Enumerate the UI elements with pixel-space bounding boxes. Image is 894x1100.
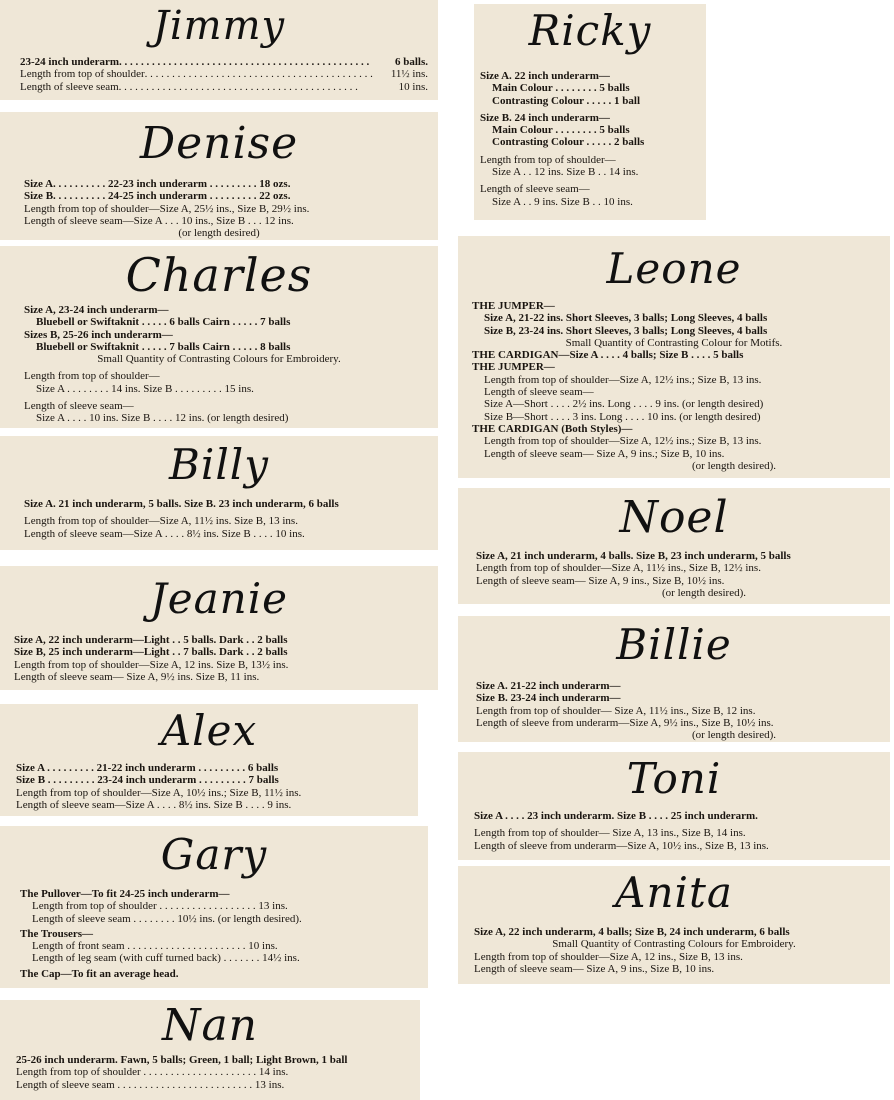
shoulder-line: Length from top of shoulder—Size A, 11½ ins. Size B, 13 ins. — [24, 515, 298, 528]
sizes-line: Size A, 21 inch underarm, 4 balls. Size B, 23 inch underarm, 5 balls — [476, 550, 791, 562]
note-line: (or length desired). — [662, 586, 746, 599]
jumper-heading: THE JUMPER— — [472, 300, 555, 312]
shoulder-line: Length from top of shoulder—Size A, 10½ ins.; Size B, 11½ ins. — [16, 786, 302, 799]
pattern-card-billy — [0, 436, 438, 550]
shoulder-line: Length from top of shoulder . . . . . . . . . . . . . . . . . . . . . 14 ins. — [16, 1066, 289, 1079]
trousers-line: The Trousers— — [20, 927, 94, 940]
size-b-line: Sizes B, 25-26 inch underarm— — [24, 328, 173, 341]
sleeve-line: Length of sleeve seam—Size A . . . . 8½ ins. Size B . . . . 10 ins. — [24, 527, 305, 540]
sleeve-label: Length of sleeve seam — [20, 80, 119, 93]
size-line — [20, 56, 428, 68]
pullover-shoulder-line: Length from top of shoulder . . . . . . . . . . . . . . . . . . 13 ins. — [32, 900, 288, 913]
dot-leader: . . . . . . . . . . . . . . . . . . . . . . . . . . . . . . . . . . . . . . . . . . . . — [118, 80, 358, 93]
pattern-card-alex — [0, 704, 418, 816]
shoulder-line: Length from top of shoulder— Size A, 11½ ins., Size B, 12 ins. — [476, 704, 756, 717]
cap-line: The Cap—To fit an average head. — [20, 967, 179, 980]
card-title: Alex — [160, 706, 258, 755]
sleeve-values: Size A . . . . 10 ins. Size B . . . . 12 ins. (or length desired) — [36, 412, 289, 425]
size-a-line: Size A. 21-22 inch underarm— — [476, 680, 621, 692]
size-b-line: Size B. 23-24 inch underarm— — [476, 692, 621, 705]
shoulder-line: Length from top of shoulder—Size A, 12 ins., Size B, 13 ins. — [474, 950, 743, 963]
shoulder-line: Length from top of shoulder—Size A, 11½ ins., Size B, 12½ ins. — [476, 562, 761, 575]
sleeve-line: Length of sleeve seam— Size A, 9½ ins. Size B, 11 ins. — [14, 670, 260, 683]
shoulder-values: Size A . . . . . . . . 14 ins. Size B . . . . . . . . . 15 ins. — [36, 382, 254, 395]
card-title: Charles — [125, 248, 313, 302]
size-value: 6 balls. — [394, 56, 428, 68]
note-line: (or length desired). — [692, 459, 776, 472]
card-title: Denise — [139, 118, 299, 169]
dot-leader: . . . . . . . . . . . . . . . . . . . . . . . . . . . . . . . . . . . . . . . . . . — [144, 68, 373, 81]
yarn-b-line: Bluebell or Swiftaknit . . . . . 7 balls Cairn . . . . . 8 balls — [36, 340, 291, 353]
pullover-line: The Pullover—To fit 24-25 inch underarm— — [20, 888, 230, 900]
sleeve-values: Size A . . 9 ins. Size B . . 10 ins. — [492, 195, 633, 208]
shoulder-label: Length from top of shoulder — [20, 68, 145, 81]
pattern-card-nan — [0, 1000, 420, 1100]
embroidery-line: Small Quantity of Contrasting Colours for Embroidery. — [97, 353, 341, 366]
note-line: (or length desired). — [692, 729, 776, 742]
sizes-line: Size A . . . . 23 inch underarm. Size B . . . . 25 inch underarm. — [474, 810, 758, 822]
card-title: Nan — [161, 1000, 259, 1051]
cardigan-shoulder-line: Length from top of shoulder—Size A, 12½ ins.; Size B, 13 ins. — [484, 435, 762, 448]
size-b-main-colour: Main Colour . . . . . . . . 5 balls — [492, 124, 630, 137]
yarn-a-line: Bluebell or Swiftaknit . . . . . 6 balls Cairn . . . . . 7 balls — [36, 316, 291, 329]
size-a-line: Size A, 22 inch underarm—Light . . 5 balls. Dark . . 2 balls — [14, 634, 288, 646]
sizes-line: Size A, 22 inch underarm, 4 balls; Size B, 24 inch underarm, 6 balls — [474, 926, 790, 938]
size-a-line: Size A, 23-24 inch underarm— — [24, 304, 169, 316]
shoulder-line: Length from top of shoulder—Size A, 12 ins. Size B, 13½ ins. — [14, 658, 289, 671]
sleeve-line: Length of sleeve seam—Size A . . . 10 ins., Size B . . . 12 ins. — [24, 214, 294, 227]
sleeve-line: Length of sleeve seam— Size A, 9 ins., Size B, 10½ ins. — [476, 574, 725, 587]
shoulder-value: 11½ ins. — [390, 68, 428, 81]
pattern-card-jimmy — [0, 0, 438, 100]
card-title: Jeanie — [149, 574, 289, 623]
card-title: Billie — [616, 620, 732, 669]
jumper-heading-2: THE JUMPER— — [472, 361, 555, 374]
size-a-line: Size A . . . . . . . . . 21-22 inch underarm . . . . . . . . . 6 balls — [16, 762, 279, 774]
shoulder-line: Length from top of shoulder— Size A, 13 ins., Size B, 14 ins. — [474, 827, 746, 840]
sleeve-value: 10 ins. — [398, 80, 428, 93]
jumper-size-b: Size B, 23-24 ins. Short Sleeves, 3 balls; Long Sleeves, 4 balls — [484, 324, 768, 337]
sleeve-line: Length of sleeve seam . . . . . . . . . . . . . . . . . . . . . . . . . 13 ins. — [16, 1078, 285, 1091]
card-title: Billy — [169, 440, 269, 489]
size-b-line: Size B. . . . . . . . . . 24-25 inch underarm . . . . . . . . . 22 ozs. — [24, 190, 291, 203]
shoulder-heading: Length from top of shoulder— — [24, 370, 160, 383]
note-line: (or length desired) — [178, 227, 260, 240]
leg-seam-line: Length of leg seam (with cuff turned back) . . . . . . . 14½ ins. — [32, 952, 300, 965]
pattern-card-billie — [458, 616, 890, 742]
pattern-card-gary — [0, 826, 428, 988]
pattern-card-anita — [458, 866, 890, 984]
jumper-shoulder-line: Length from top of shoulder—Size A, 12½ ins.; Size B, 13 ins. — [484, 373, 762, 386]
sleeve-line: Length of sleeve seam— Size A, 9 ins., Size B, 10 ins. — [474, 962, 715, 975]
card-title: Anita — [615, 868, 733, 917]
motif-line: Small Quantity of Contrasting Colour for Motifs. — [565, 336, 783, 349]
pattern-card-ricky — [474, 4, 706, 220]
shoulder-values: Size A . . 12 ins. Size B . . 14 ins. — [492, 166, 639, 179]
size-b-line: Size B . . . . . . . . . 23-24 inch underarm . . . . . . . . . 7 balls — [16, 774, 279, 787]
size-a-line: Size A. . . . . . . . . . 22-23 inch underarm . . . . . . . . . 18 ozs. — [24, 178, 291, 190]
cardigan-line: THE CARDIGAN—Size A . . . . 4 balls; Size B . . . . 5 balls — [472, 349, 744, 362]
sleeve-line: Length of sleeve seam—Size A . . . . 8½ ins. Size B . . . . 9 ins. — [16, 798, 292, 811]
pullover-sleeve-line: Length of sleeve seam . . . . . . . . 10½ ins. (or length desired). — [32, 912, 302, 925]
jumper-size-a: Size A, 21-22 ins. Short Sleeves, 3 balls; Long Sleeves, 4 balls — [484, 312, 768, 325]
size-b-line: Size B, 25 inch underarm—Light . . 7 balls. Dark . . 2 balls — [14, 646, 288, 659]
sleeve-heading: Length of sleeve seam— — [24, 400, 134, 413]
card-title: Ricky — [528, 6, 652, 55]
shoulder-line — [20, 68, 428, 80]
cardigan-sleeve-line: Length of sleeve seam— Size A, 9 ins.; Size B, 10 ins. — [484, 447, 725, 460]
pattern-card-denise — [0, 112, 438, 240]
size-b-line: Size B. 24 inch underarm— — [480, 111, 610, 124]
shoulder-heading: Length from top of shoulder— — [480, 153, 616, 166]
card-title: Gary — [160, 830, 268, 879]
card-title: Toni — [626, 754, 722, 803]
sleeve-line — [20, 81, 428, 93]
front-seam-line: Length of front seam . . . . . . . . . . . . . . . . . . . . . . 10 ins. — [32, 940, 278, 953]
sleeve-line: Length of sleeve from underarm—Size A, 10½ ins., Size B, 13 ins. — [474, 839, 769, 852]
pattern-card-jeanie — [0, 566, 438, 690]
size-a-main-colour: Main Colour . . . . . . . . 5 balls — [492, 82, 630, 95]
embroidery-line: Small Quantity of Contrasting Colours for Embroidery. — [552, 938, 796, 951]
size-a-line: Size A. 22 inch underarm— — [480, 70, 610, 82]
pattern-card-leone — [458, 236, 890, 478]
pattern-card-toni — [458, 752, 890, 860]
size-a-contrast-colour: Contrasting Colour . . . . . 1 ball — [492, 94, 641, 107]
sleeve-line: Length of sleeve from underarm—Size A, 9½ ins., Size B, 10½ ins. — [476, 716, 774, 729]
card-title: Jimmy — [152, 3, 286, 49]
colours-line: 25-26 inch underarm. Fawn, 5 balls; Green, 1 ball; Light Brown, 1 ball — [16, 1054, 348, 1066]
jumper-sleeve-heading: Length of sleeve seam— — [484, 386, 594, 399]
size-label: 23-24 inch underarm — [20, 56, 119, 68]
pattern-card-noel — [458, 488, 890, 604]
sizes-line: Size A. 21 inch underarm, 5 balls. Size B. 23 inch underarm, 6 balls — [24, 498, 339, 510]
size-b-contrast-colour: Contrasting Colour . . . . . 2 balls — [492, 136, 645, 149]
pattern-card-charles — [0, 246, 438, 428]
dot-leader: . . . . . . . . . . . . . . . . . . . . . . . . . . . . . . . . . . . . . . . . . . . . . . — [119, 56, 370, 68]
cardigan-heading: THE CARDIGAN (Both Styles)— — [472, 422, 633, 435]
card-title: Noel — [619, 492, 729, 543]
card-title: Leone — [606, 244, 742, 293]
shoulder-line: Length from top of shoulder—Size A, 25½ ins., Size B, 29½ ins. — [24, 202, 310, 215]
jumper-sleeve-a: Size A—Short . . . . 2½ ins. Long . . . . 9 ins. (or length desired) — [484, 398, 764, 411]
sleeve-heading: Length of sleeve seam— — [480, 183, 590, 196]
jumper-sleeve-b: Size B—Short . . . . 3 ins. Long . . . . 10 ins. (or length desired) — [484, 410, 761, 423]
